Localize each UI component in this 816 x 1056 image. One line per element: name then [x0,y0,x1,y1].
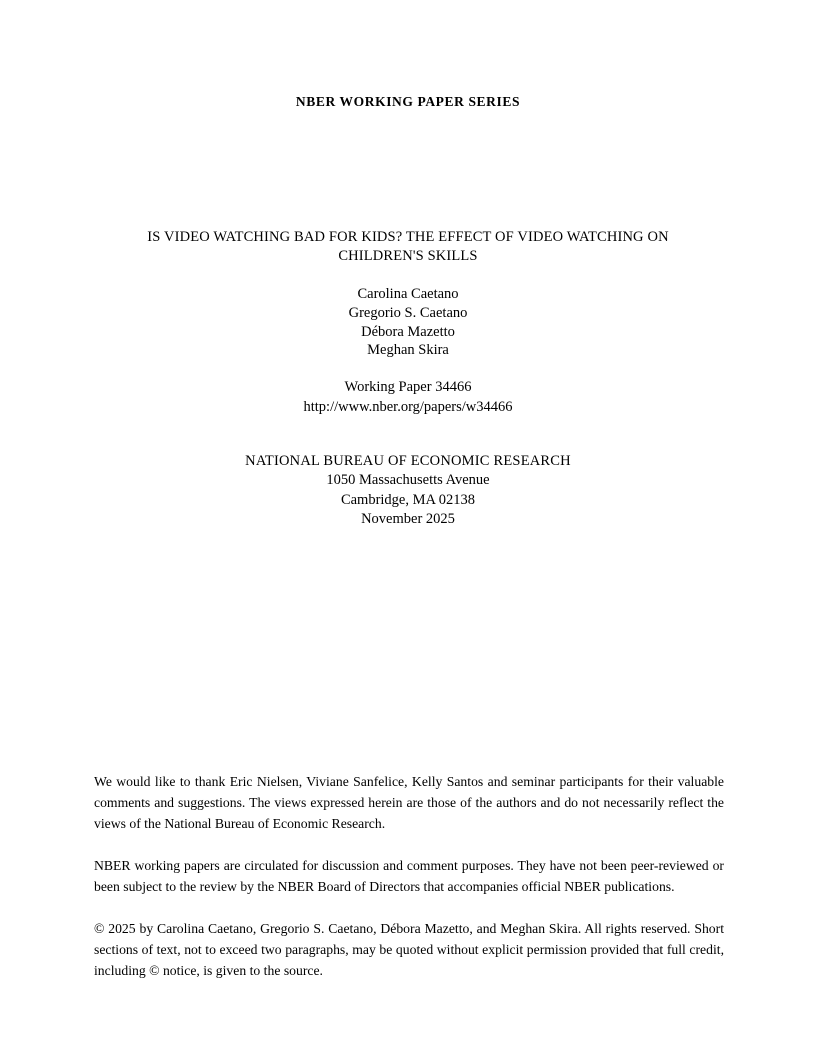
publisher-name: NATIONAL BUREAU OF ECONOMIC RESEARCH [245,453,571,469]
acknowledgements-paragraph: We would like to thank Eric Nielsen, Viviane Sanfelice, Kelly Santos and seminar participants for their valuable comments and suggestions. The views expressed herein are those of the authors and do not necessarily reflect the views of the National Bureau of Economic Research. [94,774,724,831]
series-title: NBER WORKING PAPER SERIES [295,94,521,109]
working-paper-number: Working Paper 34466 [344,379,472,395]
publication-date: November 2025 [361,510,455,527]
publisher-info [0,452,816,529]
publisher-address-line-2: Cambridge, MA 02138 [340,491,476,508]
copyright-paragraph: © 2025 by Carolina Caetano, Gregorio S. Caetano, Débora Mazetto, and Meghan Skira. All rights reserved. Short sections of text, not to exceed two paragraphs, may be quoted without explicit permission provided that full credit, including © notice, is given to the source. [94,921,724,978]
footnotes-block [94,771,724,981]
publisher-address-line-1: 1050 Massachusetts Avenue [326,472,490,489]
author-name: Carolina Caetano [357,286,459,302]
working-paper-url[interactable]: http://www.nber.org/papers/w34466 [303,398,513,415]
paper-title: IS VIDEO WATCHING BAD FOR KIDS? THE EFFECT OF VIDEO WATCHING ON CHILDREN'S SKILLS [147,229,669,264]
author-name: Meghan Skira [367,342,449,359]
disclaimer-paragraph: NBER working papers are circulated for discussion and comment purposes. They have not been peer-reviewed or been subject to the review by the NBER Board of Directors that accompanies official NBER publications. [94,858,724,894]
author-name: Débora Mazetto [361,323,455,340]
author-name: Gregorio S. Caetano [348,304,468,321]
author-list [0,285,816,360]
working-paper-info [0,378,816,417]
